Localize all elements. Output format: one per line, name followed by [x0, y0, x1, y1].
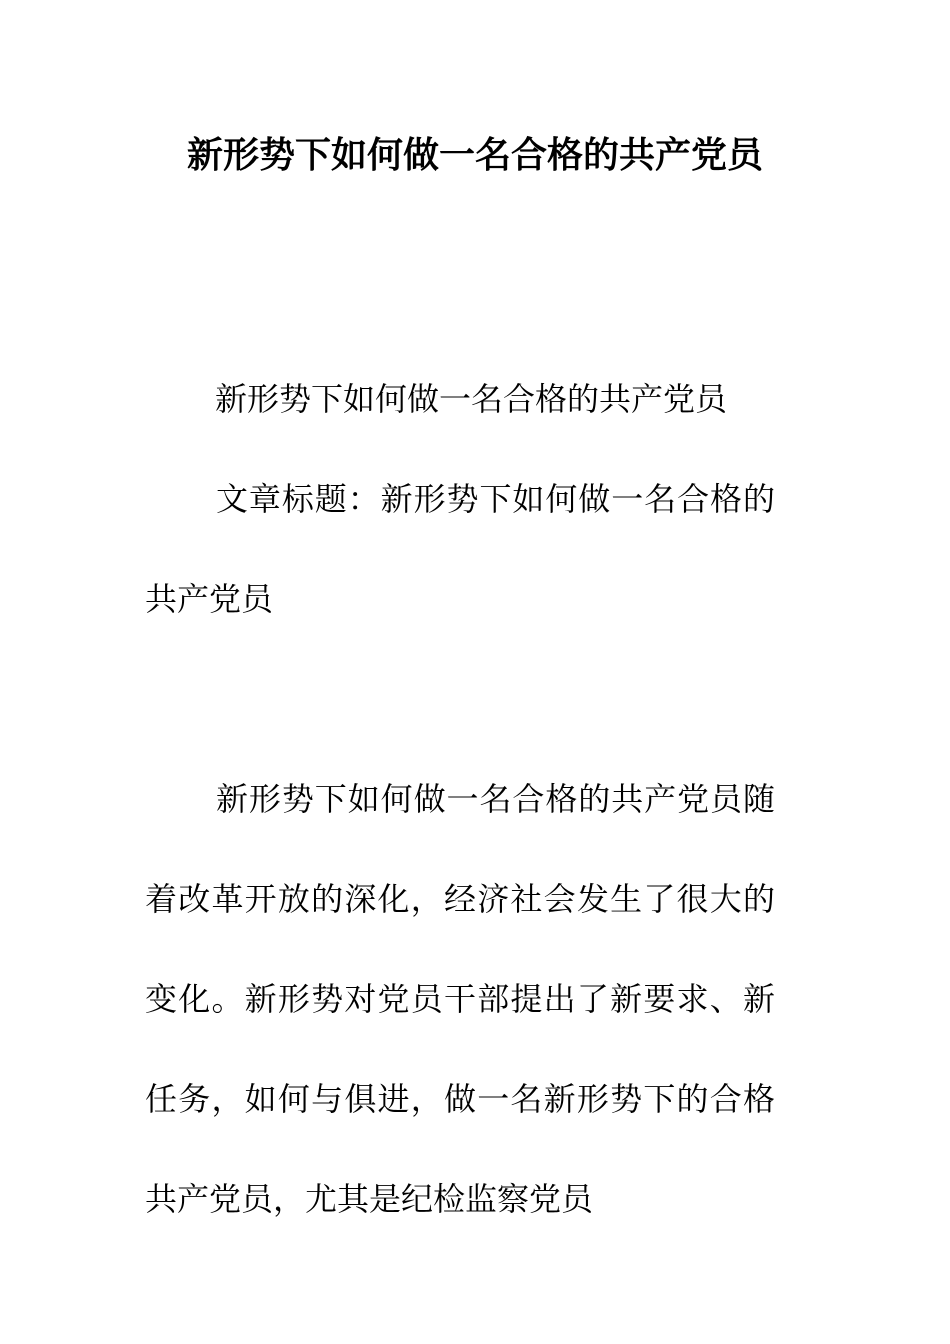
paragraph-2: [145, 449, 775, 649]
document-title: 新形势下如何做一名合格的共产党员: [186, 134, 763, 176]
paragraph-3-text: 新形势下如何做一名合格的共产党员随着改革开放的深化，经济社会发生了很大的变化。新形势对党员干部提出了新要求、新任务，如何与俱进，做一名新形势下的合格共产党员，尤其是纪检监察党员: [145, 780, 775, 1218]
paragraph-1-text: 新形势下如何做一名合格的共产党员: [215, 380, 728, 418]
paragraph-2-text: 文章标题：新形势下如何做一名合格的共产党员: [145, 480, 775, 618]
paragraph-3: [145, 749, 775, 1249]
paragraph-1: [145, 349, 775, 449]
